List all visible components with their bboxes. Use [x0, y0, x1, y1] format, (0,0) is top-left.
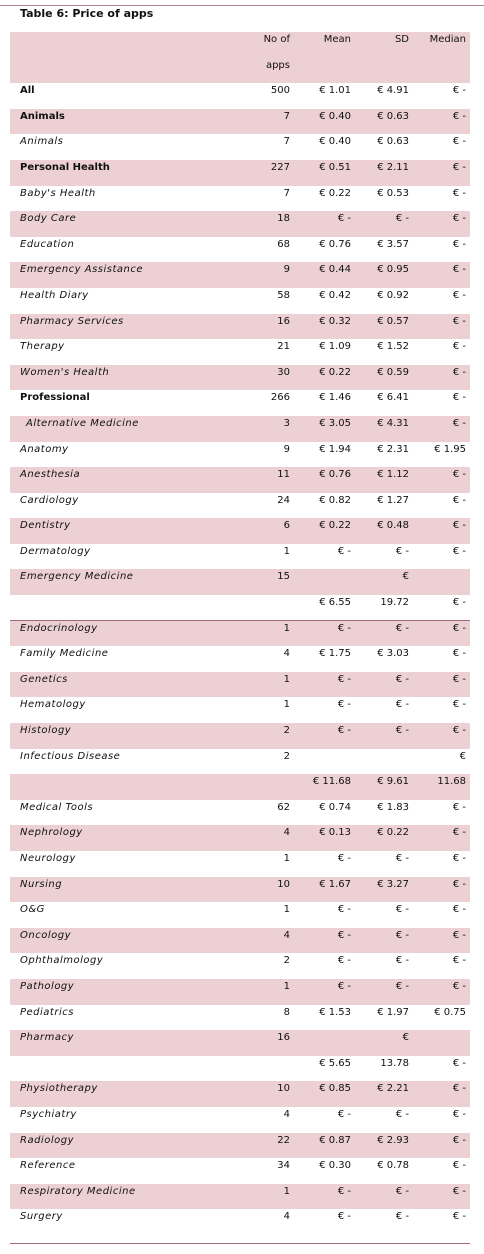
row-count: 1 — [283, 853, 290, 864]
table-row — [10, 1081, 470, 1107]
row-sd: € 2.93 — [355, 1133, 413, 1159]
row-median: € - — [452, 494, 466, 506]
row-median: € - — [413, 109, 470, 135]
header-sd: SD — [355, 32, 413, 58]
row-label: Hematology — [20, 699, 86, 711]
row-mean: € - — [294, 928, 355, 954]
table-row — [10, 109, 470, 135]
table-row — [10, 595, 470, 621]
price-table — [10, 32, 470, 1235]
row-label: Baby's Health — [20, 187, 96, 199]
row-label: Reference — [20, 1160, 76, 1172]
row-count: 4 — [283, 648, 290, 660]
row-sd: € 2.21 — [355, 1081, 413, 1107]
row-label: Dentistry — [10, 518, 231, 544]
row-median: € - — [452, 1160, 466, 1172]
row-count: 16 — [231, 1030, 294, 1056]
row-median: € - — [452, 699, 466, 711]
row-sd: € 3.57 — [377, 238, 409, 250]
row-label: Psychiatry — [20, 1108, 77, 1120]
row-mean: € 1.67 — [294, 877, 355, 903]
table-row — [10, 467, 470, 493]
row-count: 1 — [283, 904, 290, 916]
row-median: € - — [413, 1133, 470, 1159]
table-row — [10, 902, 470, 928]
row-label: Anesthesia — [10, 467, 231, 493]
row-label: Physiotherapy — [10, 1081, 231, 1107]
row-mean: € 0.22 — [294, 518, 355, 544]
row-mean: € - — [294, 621, 355, 647]
row-median: € - — [452, 289, 466, 301]
table-row — [10, 774, 470, 800]
table-row — [10, 390, 470, 416]
row-label: Emergency Medicine — [10, 569, 231, 595]
row-mean: € 1.46 — [319, 392, 351, 404]
row-count: 11 — [231, 467, 294, 493]
row-label: Histology — [10, 723, 231, 749]
table-row — [10, 134, 470, 160]
table-row — [10, 723, 470, 749]
row-mean: € 0.13 — [294, 825, 355, 851]
row-median: € - — [452, 1108, 466, 1120]
row-label: Nephrology — [10, 825, 231, 851]
header-row — [10, 32, 470, 58]
row-mean: € 0.87 — [294, 1133, 355, 1159]
row-count: 9 — [231, 262, 294, 288]
row-count: 6 — [231, 518, 294, 544]
row-count: 7 — [231, 109, 294, 135]
row-sd: € - — [395, 904, 409, 916]
row-median: € - — [452, 85, 466, 97]
row-sd: € 0.95 — [355, 262, 413, 288]
row-label: Radiology — [10, 1133, 231, 1159]
row-count: 1 — [231, 979, 294, 1005]
row-label: Personal Health — [10, 160, 231, 186]
row-label: Dermatology — [20, 545, 91, 557]
row-label: Infectious Disease — [20, 750, 121, 762]
row-mean: € - — [337, 853, 351, 864]
header-label — [10, 32, 231, 58]
row-mean: € 0.74 — [319, 801, 351, 813]
row-count: 7 — [283, 136, 290, 148]
table-row — [10, 825, 470, 851]
row-sd: € 1.97 — [377, 1006, 409, 1018]
row-median: € - — [413, 621, 470, 647]
row-median: € - — [413, 518, 470, 544]
row-mean: € 3.05 — [294, 416, 355, 442]
table-row — [10, 416, 470, 442]
row-label: Animals — [10, 109, 231, 135]
row-sd — [355, 749, 413, 775]
table-title: Table 6: Price of apps — [20, 7, 154, 20]
table-row — [10, 749, 470, 775]
row-median: € - — [413, 160, 470, 186]
row-count: 4 — [231, 928, 294, 954]
row-mean: € - — [337, 699, 351, 711]
row-median: € - — [413, 877, 470, 903]
row-median: € - — [452, 238, 466, 250]
row-median: € - — [452, 1057, 466, 1069]
row-count: 62 — [277, 801, 290, 813]
row-mean: € 0.40 — [319, 136, 351, 148]
row-median: € - — [452, 1211, 466, 1223]
row-sd: € 0.78 — [377, 1160, 409, 1172]
row-mean: € - — [294, 672, 355, 698]
row-count: 10 — [231, 877, 294, 903]
row-median: € — [459, 750, 466, 762]
table-row — [10, 314, 470, 340]
row-label: Family Medicine — [20, 648, 109, 660]
row-mean: € 6.55 — [319, 597, 351, 609]
row-sd: € - — [395, 1211, 409, 1223]
row-label: Pharmacy Services — [10, 314, 231, 340]
table-row — [10, 442, 470, 468]
row-mean — [294, 569, 355, 595]
row-median: € - — [452, 904, 466, 916]
row-median: € - — [452, 392, 466, 404]
row-mean: € 0.22 — [319, 187, 351, 199]
row-sd: € 4.31 — [355, 416, 413, 442]
row-median: € - — [452, 341, 466, 353]
row-mean: € 0.85 — [294, 1081, 355, 1107]
row-sd: € 0.48 — [355, 518, 413, 544]
row-sd: € 2.31 — [377, 443, 409, 455]
row-median: € - — [413, 416, 470, 442]
row-mean: € 1.09 — [319, 341, 351, 353]
row-mean: € - — [294, 1184, 355, 1210]
row-sd: € - — [355, 979, 413, 1005]
row-label: Medical Tools — [20, 801, 94, 813]
row-label: Neurology — [20, 853, 76, 864]
row-count: 68 — [277, 238, 290, 250]
table-row — [10, 493, 470, 519]
row-median: 11.68 — [413, 774, 470, 800]
row-count: 16 — [231, 314, 294, 340]
row-count: 1 — [231, 621, 294, 647]
row-label: Emergency Assistance — [10, 262, 231, 288]
row-sd: € — [355, 569, 413, 595]
row-sd: € 0.92 — [377, 289, 409, 301]
row-count: 4 — [283, 1108, 290, 1120]
row-sd: € - — [395, 853, 409, 864]
row-count: 227 — [231, 160, 294, 186]
row-sd: € - — [395, 1108, 409, 1120]
row-mean: € 0.40 — [294, 109, 355, 135]
row-label: Education — [20, 238, 75, 250]
row-mean: € 0.51 — [294, 160, 355, 186]
row-median: € - — [413, 262, 470, 288]
bottom-rule — [10, 1243, 470, 1244]
row-count: 8 — [283, 1006, 290, 1018]
table-row — [10, 211, 470, 237]
row-label: Health Diary — [20, 289, 89, 301]
table-row — [10, 1107, 470, 1133]
row-label: Animals — [20, 136, 64, 148]
row-count: 1 — [283, 699, 290, 711]
row-sd: € 0.63 — [355, 109, 413, 135]
row-mean: € 0.42 — [319, 289, 351, 301]
row-mean: € - — [337, 545, 351, 557]
header-row-2 — [10, 58, 470, 84]
row-label — [10, 595, 231, 621]
row-count — [231, 774, 294, 800]
row-median: € - — [413, 672, 470, 698]
row-median: € 1.95 — [434, 443, 466, 455]
table-row — [10, 697, 470, 723]
row-count: 34 — [277, 1160, 290, 1172]
row-sd: € — [355, 1030, 413, 1056]
row-sd: € - — [355, 672, 413, 698]
row-count: 500 — [270, 85, 290, 97]
row-count: 266 — [270, 392, 290, 404]
row-label: Nursing — [10, 877, 231, 903]
row-sd: € 1.12 — [355, 467, 413, 493]
row-label — [10, 1056, 231, 1082]
table-row — [10, 569, 470, 595]
row-mean — [294, 1030, 355, 1056]
table-row — [10, 339, 470, 365]
row-median: € - — [452, 545, 466, 557]
row-sd: € - — [355, 621, 413, 647]
row-count: 1 — [283, 545, 290, 557]
row-mean: € - — [294, 723, 355, 749]
row-median: € - — [452, 136, 466, 148]
row-median — [413, 569, 470, 595]
row-label: Oncology — [10, 928, 231, 954]
row-median: € - — [452, 187, 466, 199]
table-row — [10, 1133, 470, 1159]
table-row — [10, 979, 470, 1005]
row-median — [413, 1030, 470, 1056]
row-label: Therapy — [20, 341, 65, 353]
row-label — [10, 774, 231, 800]
row-sd: € 6.41 — [377, 392, 409, 404]
row-label: Genetics — [10, 672, 231, 698]
row-mean — [294, 749, 355, 775]
row-sd: € - — [355, 211, 413, 237]
row-label: O&G — [20, 904, 45, 916]
table-row — [10, 160, 470, 186]
row-label: Body Care — [10, 211, 231, 237]
row-median: € - — [413, 365, 470, 391]
row-median: € 0.75 — [434, 1006, 466, 1018]
header-count: No of — [231, 32, 294, 58]
table-row — [10, 262, 470, 288]
row-count: 9 — [283, 443, 290, 455]
row-count: 2 — [283, 955, 290, 967]
row-count: 22 — [231, 1133, 294, 1159]
row-sd: € 1.52 — [377, 341, 409, 353]
row-mean: € 1.53 — [319, 1006, 351, 1018]
row-label: Pathology — [10, 979, 231, 1005]
row-sd: € - — [395, 955, 409, 967]
row-median: € - — [452, 853, 466, 864]
table-row — [10, 83, 470, 109]
row-count: 18 — [231, 211, 294, 237]
table-row — [10, 621, 470, 647]
row-sd: € 0.63 — [377, 136, 409, 148]
row-median: € - — [452, 801, 466, 813]
row-mean: € 11.68 — [294, 774, 355, 800]
table-row — [10, 851, 470, 877]
row-count: 2 — [231, 723, 294, 749]
row-mean: € 1.75 — [319, 648, 351, 660]
row-label: Pediatrics — [20, 1006, 74, 1018]
row-sd: € - — [395, 699, 409, 711]
row-mean: € 0.76 — [319, 238, 351, 250]
row-mean: € - — [337, 904, 351, 916]
row-count: 21 — [277, 341, 290, 353]
row-label: Surgery — [20, 1211, 63, 1223]
table-row — [10, 186, 470, 212]
table-row — [10, 288, 470, 314]
row-count: 10 — [231, 1081, 294, 1107]
row-sd: € 4.91 — [377, 85, 409, 97]
header-median: Median — [413, 32, 470, 58]
row-mean: € - — [294, 979, 355, 1005]
row-median: € - — [413, 1184, 470, 1210]
row-count: 15 — [231, 569, 294, 595]
row-median: € - — [413, 928, 470, 954]
row-label: Pharmacy — [10, 1030, 231, 1056]
top-rule — [0, 5, 484, 6]
row-count: 30 — [231, 365, 294, 391]
table-row — [10, 1158, 470, 1184]
table-row — [10, 365, 470, 391]
row-mean: € 5.65 — [319, 1057, 351, 1069]
table-row — [10, 1005, 470, 1031]
row-count: 4 — [283, 1211, 290, 1223]
row-sd: € 0.57 — [355, 314, 413, 340]
row-count: 4 — [231, 825, 294, 851]
row-median: € - — [413, 211, 470, 237]
header-mean: Mean — [294, 32, 355, 58]
table-row — [10, 877, 470, 903]
header-count-2: apps — [231, 58, 294, 84]
row-sd: € 2.11 — [355, 160, 413, 186]
row-median: € - — [413, 979, 470, 1005]
row-label: Alternative Medicine — [10, 416, 231, 442]
table-row — [10, 646, 470, 672]
row-label: Ophthalmology — [20, 955, 104, 967]
row-sd: € 3.03 — [377, 648, 409, 660]
row-label: Endocrinology — [10, 621, 231, 647]
row-sd: € 0.22 — [355, 825, 413, 851]
row-label: Respiratory Medicine — [10, 1184, 231, 1210]
row-count: 58 — [277, 289, 290, 301]
row-mean: € - — [337, 1108, 351, 1120]
row-mean: € - — [337, 955, 351, 967]
table-row — [10, 1209, 470, 1235]
row-mean: € - — [294, 211, 355, 237]
table-row — [10, 544, 470, 570]
row-count: 1 — [231, 1184, 294, 1210]
row-sd: € 9.61 — [355, 774, 413, 800]
table-row — [10, 237, 470, 263]
row-sd: € 0.53 — [377, 187, 409, 199]
row-median: € - — [452, 955, 466, 967]
row-sd: € 1.27 — [377, 494, 409, 506]
row-mean: € 0.22 — [294, 365, 355, 391]
row-label: Professional — [20, 392, 90, 404]
row-mean: € 1.01 — [319, 85, 351, 97]
row-count: 3 — [231, 416, 294, 442]
row-mean: € 0.30 — [319, 1160, 351, 1172]
table-row — [10, 518, 470, 544]
row-count — [231, 1056, 294, 1082]
row-median: € - — [452, 648, 466, 660]
row-mean: € - — [337, 1211, 351, 1223]
row-median: € - — [452, 597, 466, 609]
row-sd: € 1.83 — [377, 801, 409, 813]
row-label: Anatomy — [20, 443, 69, 455]
row-count: 24 — [277, 494, 290, 506]
row-mean: € 0.76 — [294, 467, 355, 493]
row-sd: € - — [355, 723, 413, 749]
row-mean: € 1.94 — [319, 443, 351, 455]
row-mean: € 0.82 — [319, 494, 351, 506]
row-mean: € 0.44 — [294, 262, 355, 288]
row-label: All — [20, 85, 35, 97]
row-sd: 19.72 — [380, 597, 409, 609]
table-row — [10, 672, 470, 698]
row-sd: 13.78 — [380, 1057, 409, 1069]
table-row — [10, 800, 470, 826]
row-mean: € 0.32 — [294, 314, 355, 340]
row-median: € - — [413, 314, 470, 340]
table-row — [10, 928, 470, 954]
row-count: 7 — [283, 187, 290, 199]
table-row — [10, 953, 470, 979]
table-row — [10, 1184, 470, 1210]
row-sd: € 0.59 — [355, 365, 413, 391]
row-count: 1 — [231, 672, 294, 698]
row-label: Cardiology — [20, 494, 79, 506]
row-sd: € - — [355, 1184, 413, 1210]
row-sd: € - — [355, 928, 413, 954]
table-row — [10, 1056, 470, 1082]
row-sd: € - — [395, 545, 409, 557]
row-sd: € 3.27 — [355, 877, 413, 903]
row-median: € - — [413, 467, 470, 493]
row-label: Women's Health — [10, 365, 231, 391]
row-median: € - — [413, 723, 470, 749]
table-row — [10, 1030, 470, 1056]
row-count — [231, 595, 294, 621]
row-median: € - — [413, 825, 470, 851]
row-count: 2 — [283, 750, 290, 762]
row-median: € - — [413, 1081, 470, 1107]
